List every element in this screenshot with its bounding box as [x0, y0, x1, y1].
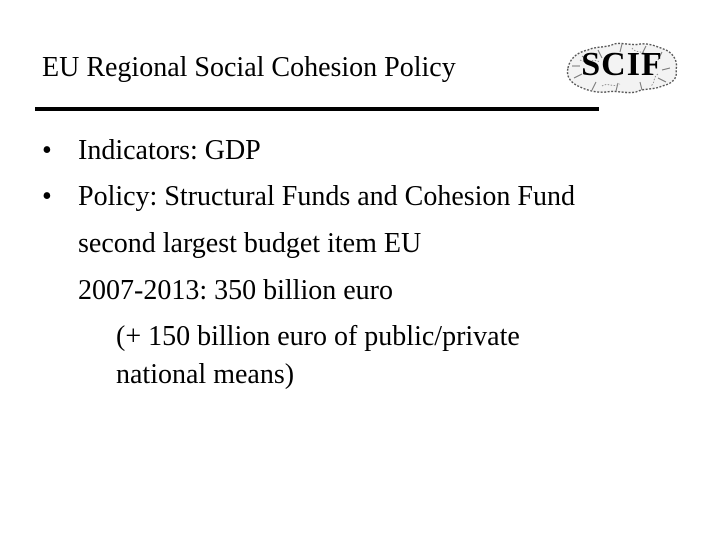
- bullet-marker: •: [42, 135, 52, 166]
- scif-logo: [562, 38, 682, 98]
- title-divider: [35, 107, 599, 111]
- logo-text: SCIF: [581, 46, 663, 83]
- bullet-marker: •: [42, 181, 52, 212]
- bullet-text-policy: Policy: Structural Funds and Cohesion Fund: [78, 181, 575, 212]
- sub-text-public-private: (+ 150 billion euro of public/private: [116, 321, 520, 352]
- bullet-text-period: 2007-2013: 350 billion euro: [78, 275, 393, 306]
- slide-title: EU Regional Social Cohesion Policy: [42, 52, 456, 83]
- sub-text-national-means: national means): [116, 359, 295, 390]
- bullet-text-indicators: Indicators: GDP: [78, 135, 261, 166]
- bullet-text-budget: second largest budget item EU: [78, 228, 422, 259]
